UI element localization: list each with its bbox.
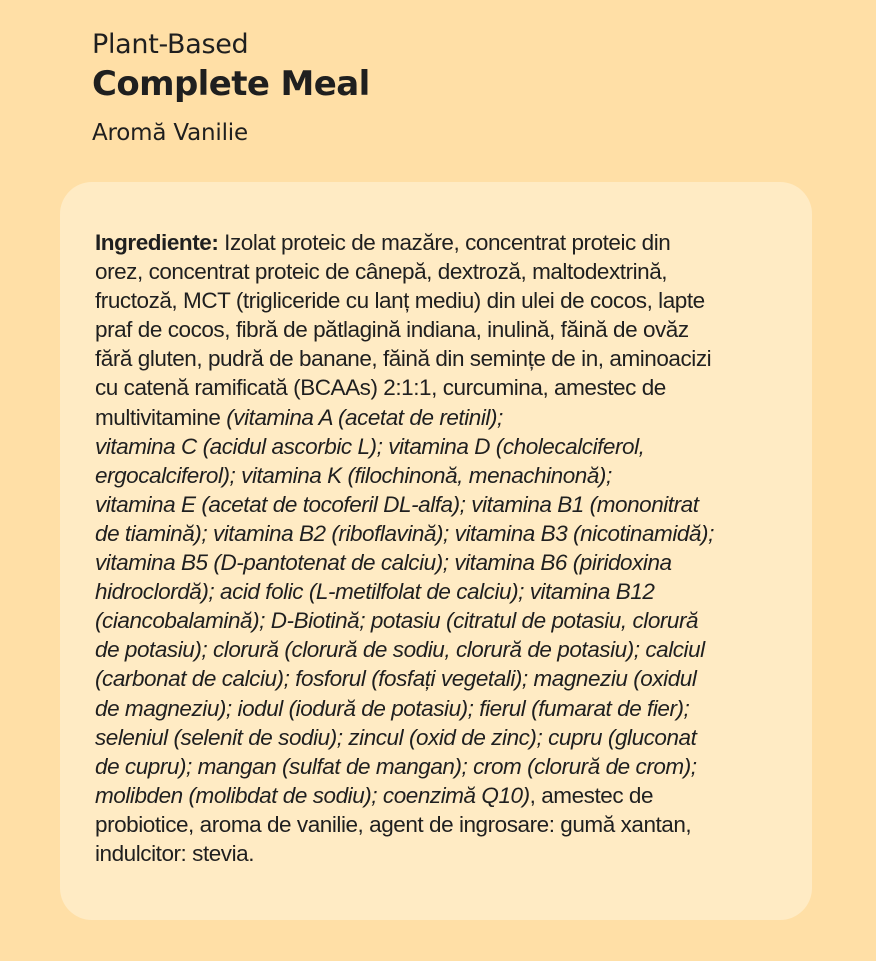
ingredients-text-segment: probiotice, aroma de vanilie, agent de ingrosare: gumă xantan, (95, 811, 692, 837)
ingredients-vitamin-text: de magneziu); iodul (iodură de potasiu); fierul (fumarat de fier); (95, 695, 690, 721)
ingredients-text-segment: indulcitor: stevia. (95, 840, 255, 866)
product-title: Complete Meal (92, 64, 370, 104)
ingredients-line (95, 257, 790, 286)
ingredients-text-segment: orez, concentrat proteic de cânepă, dextroză, maltodextrină, (95, 259, 668, 285)
ingredients-line (95, 315, 790, 344)
ingredients-vitamin-text: vitamina E (acetat de tocoferil DL-alfa); vitamina B1 (mononitrat (95, 491, 699, 517)
ingredients-vitamin-text: hidroclordă); acid folic (L-metilfolat de calciu); vitamina B12 (95, 579, 655, 605)
ingredients-line (95, 228, 790, 257)
ingredients-line (95, 461, 790, 490)
ingredients-vitamin-text: de potasiu); clorură (clorură de sodiu, clorură de potasiu); calciul (95, 637, 705, 663)
ingredients-line (95, 839, 790, 868)
ingredients-label: Ingredientе: (95, 230, 219, 255)
ingredients-line (95, 577, 790, 606)
ingredients-vitamin-text: (carbonat de calciu); fosforul (fosfați vegetali); magneziu (oxidul (95, 666, 697, 692)
ingredients-vitamin-text: seleniul (selenit de sodiu); zincul (oxid de zinc); cupru (gluconat (95, 724, 697, 750)
ingredients-text-segment: praf de cocos, fibră de pătlagină indiana, inulină, făină de ovăz (95, 317, 689, 343)
ingredients-text-segment: , amestec de (529, 782, 654, 808)
ingredients-line (95, 694, 790, 723)
product-subtitle: Plant-Based (92, 29, 249, 60)
ingredients-vitamin-text: ergocalciferol); vitamina K (filochinonă, menachinonă); (95, 462, 612, 488)
ingredients-line (95, 781, 790, 810)
ingredients-vitamin-text: (ciancobalamină); D-Biotină; potasiu (citratul de potasiu, clorură (95, 608, 699, 634)
ingredients-line (95, 519, 790, 548)
ingredients-line (95, 810, 790, 839)
ingredients-line (95, 286, 790, 315)
ingredients-text-segment: Izolat proteic de mazăre, concentrat proteic din (218, 230, 671, 255)
ingredients-line (95, 403, 790, 432)
ingredients-vitamin-text: vitamina B5 (D-pantotenat de calciu); vitamina B6 (piridoxina (95, 550, 672, 576)
ingredients-vitamin-text: de tiamină); vitamina B2 (riboflavină); vitamina B3 (nicotinamidă); (95, 520, 714, 546)
ingredients-line (95, 723, 790, 752)
ingredients-line (95, 344, 790, 373)
ingredients-line (95, 490, 790, 519)
ingredients-text-segment: fără gluten, pudră de banane, făină din semințe de in, aminoacizi (95, 346, 712, 372)
ingredients-vitamin-text: vitamina C (acidul ascorbic L); vitamina D (cholecalciferol, (95, 433, 645, 459)
ingredients-line (95, 432, 790, 461)
ingredients-card (60, 182, 812, 920)
ingredients-line (95, 664, 790, 693)
ingredients-text-segment: multivitamine (95, 404, 227, 430)
ingredients-vitamin-text: molibden (molibdat de sodiu); coenzimă Q10) (95, 782, 530, 808)
ingredients-text-segment: cu catenă ramificată (BCAAs) 2:1:1, curcumina, amestec de (95, 375, 666, 401)
ingredients-vitamin-text: (vitamina A (acetat de retinil); (226, 404, 503, 430)
ingredients-line (95, 606, 790, 635)
ingredients-line (95, 752, 790, 781)
ingredients-text (95, 228, 790, 868)
ingredients-line (95, 635, 790, 664)
ingredients-line (95, 548, 790, 577)
ingredients-vitamin-text: de cupru); mangan (sulfat de mangan); crom (clorură de crom); (95, 753, 697, 779)
product-flavor: Aromă Vanilie (92, 120, 248, 146)
ingredients-line (95, 373, 790, 402)
ingredients-text-segment: fructoză, MCT (trigliceride cu lanț mediu) din ulei de cocos, lapte (95, 288, 705, 314)
product-header (92, 28, 370, 148)
